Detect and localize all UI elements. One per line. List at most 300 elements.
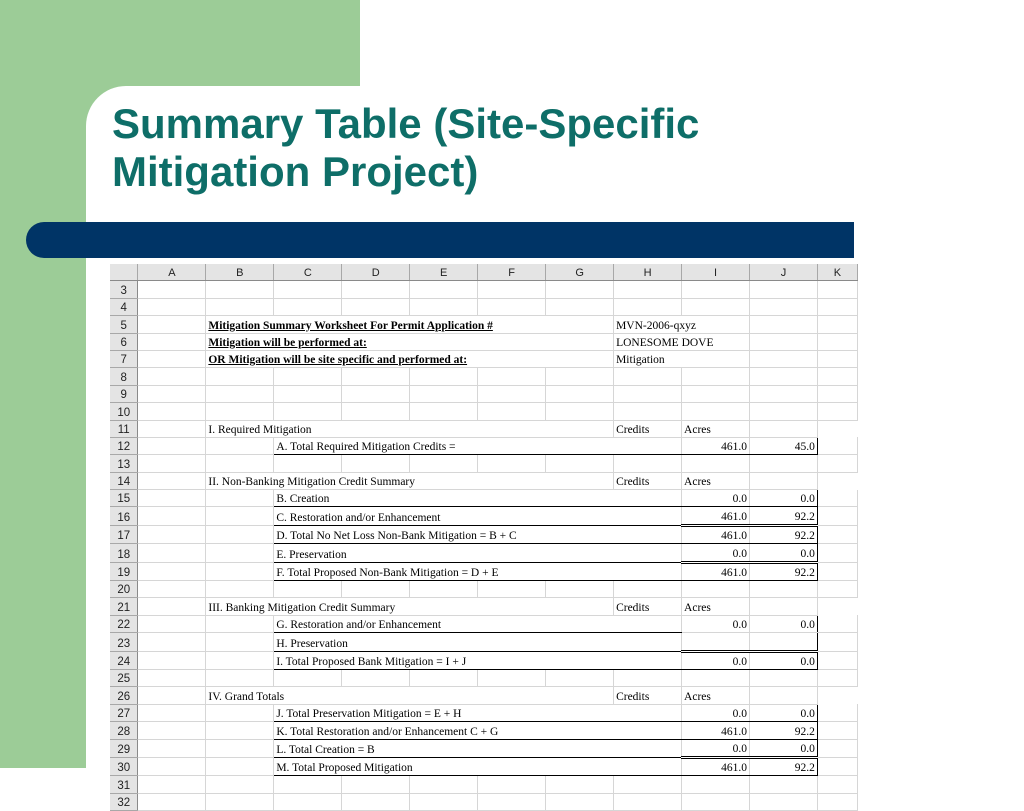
sheet-row — [110, 669, 858, 686]
cell[interactable] — [410, 368, 478, 385]
cell[interactable] — [817, 633, 857, 651]
cell[interactable] — [614, 455, 682, 472]
cell[interactable] — [750, 669, 818, 686]
credits-value-cell[interactable]: 0.0 — [682, 490, 750, 507]
cell[interactable] — [817, 615, 857, 632]
cell[interactable] — [546, 403, 614, 420]
permit-number-cell[interactable]: MVN-2006-qxyz — [614, 316, 750, 333]
cell[interactable] — [750, 298, 818, 315]
cell[interactable] — [138, 757, 206, 775]
acres-header-cell[interactable]: Acres — [682, 598, 750, 615]
cell[interactable] — [342, 669, 410, 686]
line-label-cell[interactable]: E. Preservation — [274, 544, 682, 562]
cell[interactable] — [478, 403, 546, 420]
row-header[interactable]: 23 — [110, 633, 138, 651]
row-header[interactable]: 25 — [110, 669, 138, 686]
column-header[interactable]: E — [410, 264, 478, 281]
cell[interactable] — [750, 455, 818, 472]
row-header[interactable]: 24 — [110, 651, 138, 669]
cell[interactable] — [138, 368, 206, 385]
row-header[interactable]: 6 — [110, 333, 138, 350]
cell[interactable] — [206, 544, 274, 562]
cell[interactable] — [817, 793, 857, 810]
cell[interactable] — [817, 562, 857, 580]
cell[interactable] — [817, 298, 857, 315]
credits-header-cell[interactable]: Credits — [614, 687, 682, 704]
cell[interactable] — [750, 581, 818, 598]
cell[interactable] — [274, 281, 342, 298]
cell[interactable] — [206, 437, 274, 454]
sheet-row — [110, 437, 858, 454]
cell[interactable] — [478, 793, 546, 810]
cell[interactable] — [750, 350, 818, 367]
cell[interactable] — [342, 403, 410, 420]
cell[interactable] — [817, 437, 857, 454]
cell[interactable] — [817, 544, 857, 562]
credits-value-cell[interactable]: 461.0 — [682, 525, 750, 543]
cell[interactable] — [138, 722, 206, 739]
cell[interactable] — [138, 615, 206, 632]
credits-value-cell[interactable]: 0.0 — [682, 544, 750, 562]
row-header[interactable]: 32 — [110, 793, 138, 810]
cell[interactable] — [206, 525, 274, 543]
column-header[interactable]: C — [274, 264, 342, 281]
row-header[interactable]: 13 — [110, 455, 138, 472]
acres-header-cell[interactable]: Acres — [682, 687, 750, 704]
cell[interactable] — [817, 350, 857, 367]
line-label-cell[interactable]: H. Preservation — [274, 633, 682, 651]
column-header[interactable]: D — [342, 264, 410, 281]
sheet-row — [110, 316, 858, 333]
credits-header-cell[interactable]: Credits — [614, 420, 682, 437]
cell[interactable] — [206, 281, 274, 298]
acres-value-cell[interactable]: 92.2 — [750, 507, 818, 525]
cell[interactable] — [274, 298, 342, 315]
section-title-cell[interactable]: I. Required Mitigation — [206, 420, 614, 437]
slide-title — [112, 100, 872, 196]
cell[interactable] — [342, 455, 410, 472]
line-label-cell[interactable]: G. Restoration and/or Enhancement — [274, 615, 682, 632]
cell[interactable] — [138, 776, 206, 793]
row-header[interactable]: 30 — [110, 757, 138, 775]
cell[interactable] — [614, 298, 682, 315]
cell[interactable] — [817, 739, 857, 757]
spreadsheet-grid — [110, 264, 858, 811]
cell[interactable] — [342, 793, 410, 810]
cell[interactable] — [682, 776, 750, 793]
acres-header-cell[interactable]: Acres — [682, 472, 750, 489]
line-label-cell[interactable]: F. Total Proposed Non-Bank Mitigation = D + E — [274, 562, 682, 580]
row-header[interactable]: 15 — [110, 490, 138, 507]
acres-value-cell[interactable]: 92.2 — [750, 757, 818, 775]
row-header[interactable]: 5 — [110, 316, 138, 333]
cell[interactable] — [817, 651, 857, 669]
site-specific-value-cell[interactable]: Mitigation — [614, 350, 750, 367]
cell[interactable] — [138, 704, 206, 721]
row-header[interactable]: 28 — [110, 722, 138, 739]
row-header[interactable]: 9 — [110, 385, 138, 402]
acres-value-cell[interactable]: 0.0 — [750, 490, 818, 507]
cell[interactable] — [138, 420, 206, 437]
cell[interactable] — [138, 687, 206, 704]
line-label-cell[interactable]: C. Restoration and/or Enhancement — [274, 507, 682, 525]
sheet-row — [110, 704, 858, 721]
cell[interactable] — [206, 776, 274, 793]
sheet-row — [110, 455, 858, 472]
line-label-cell[interactable]: I. Total Proposed Bank Mitigation = I + J — [274, 651, 682, 669]
mitigation-location-label-cell[interactable]: Mitigation will be performed at: — [206, 333, 614, 350]
row-header[interactable]: 11 — [110, 420, 138, 437]
cell[interactable] — [546, 793, 614, 810]
cell[interactable] — [546, 455, 614, 472]
cell[interactable] — [614, 403, 682, 420]
cell[interactable] — [817, 403, 857, 420]
line-label-cell[interactable]: K. Total Restoration and/or Enhancement C + G — [274, 722, 682, 739]
cell[interactable] — [817, 281, 857, 298]
cell[interactable] — [614, 669, 682, 686]
acres-value-cell[interactable]: 92.2 — [750, 722, 818, 739]
line-label-cell[interactable]: B. Creation — [274, 490, 682, 507]
cell[interactable] — [138, 598, 206, 615]
sheet-row — [110, 687, 858, 704]
cell[interactable] — [750, 368, 818, 385]
sheet-row — [110, 757, 858, 775]
cell[interactable] — [138, 544, 206, 562]
cell[interactable] — [546, 281, 614, 298]
row-header[interactable]: 12 — [110, 437, 138, 454]
cell[interactable] — [274, 455, 342, 472]
cell[interactable] — [682, 385, 750, 402]
sheet-row — [110, 420, 858, 437]
cell[interactable] — [817, 385, 857, 402]
cell[interactable] — [817, 525, 857, 543]
credits-header-cell[interactable]: Credits — [614, 598, 682, 615]
cell[interactable] — [817, 704, 857, 721]
column-header[interactable]: A — [138, 264, 206, 281]
acres-header-cell[interactable]: Acres — [682, 420, 750, 437]
cell[interactable] — [478, 581, 546, 598]
cell[interactable] — [682, 403, 750, 420]
row-header[interactable]: 16 — [110, 507, 138, 525]
cell[interactable] — [138, 472, 206, 489]
sheet-row — [110, 281, 858, 298]
sheet-row — [110, 651, 858, 669]
title-divider-bar — [26, 222, 854, 258]
cell[interactable] — [750, 793, 818, 810]
cell[interactable] — [342, 581, 410, 598]
mitigation-location-value-cell[interactable]: LONESOME DOVE — [614, 333, 750, 350]
cell[interactable] — [817, 490, 857, 507]
cell[interactable] — [614, 281, 682, 298]
credits-value-cell[interactable]: 461.0 — [682, 757, 750, 775]
column-header-row — [110, 264, 858, 281]
cell[interactable] — [206, 455, 274, 472]
cell[interactable] — [138, 739, 206, 757]
row-header[interactable]: 19 — [110, 562, 138, 580]
cell[interactable] — [206, 385, 274, 402]
cell[interactable] — [478, 669, 546, 686]
section-title-cell[interactable]: III. Banking Mitigation Credit Summary — [206, 598, 614, 615]
cell[interactable] — [546, 669, 614, 686]
sheet-row — [110, 633, 858, 651]
column-header[interactable]: B — [206, 264, 274, 281]
cell[interactable] — [206, 368, 274, 385]
cell[interactable] — [138, 507, 206, 525]
cell[interactable] — [206, 490, 274, 507]
cell[interactable] — [138, 793, 206, 810]
acres-value-cell[interactable]: 0.0 — [750, 544, 818, 562]
worksheet-title-cell[interactable]: Mitigation Summary Worksheet For Permit Application # — [206, 316, 614, 333]
column-header[interactable]: G — [546, 264, 614, 281]
sheet-row — [110, 793, 858, 810]
select-all-corner[interactable] — [110, 264, 138, 281]
row-header[interactable]: 27 — [110, 704, 138, 721]
cell[interactable] — [274, 581, 342, 598]
cell[interactable] — [138, 403, 206, 420]
cell[interactable] — [138, 525, 206, 543]
cell[interactable] — [614, 385, 682, 402]
acres-value-cell[interactable]: 92.2 — [750, 525, 818, 543]
cell[interactable] — [546, 385, 614, 402]
credits-value-cell[interactable]: 0.0 — [682, 651, 750, 669]
line-label-cell[interactable]: A. Total Required Mitigation Credits = — [274, 437, 682, 454]
row-header[interactable]: 29 — [110, 739, 138, 757]
cell[interactable] — [817, 581, 857, 598]
cell[interactable] — [410, 776, 478, 793]
cell[interactable] — [478, 368, 546, 385]
credits-value-cell[interactable]: 0.0 — [682, 704, 750, 721]
cell[interactable] — [274, 385, 342, 402]
spreadsheet-screenshot — [110, 264, 858, 810]
cell[interactable] — [138, 669, 206, 686]
row-header[interactable]: 14 — [110, 472, 138, 489]
cell[interactable] — [206, 739, 274, 757]
credits-value-cell[interactable]: 0.0 — [682, 739, 750, 757]
cell[interactable] — [410, 403, 478, 420]
credits-value-cell[interactable]: 461.0 — [682, 722, 750, 739]
cell[interactable] — [138, 298, 206, 315]
row-header[interactable]: 26 — [110, 687, 138, 704]
acres-value-cell[interactable]: 45.0 — [750, 437, 818, 454]
cell[interactable] — [750, 598, 818, 615]
acres-value-cell[interactable]: 0.0 — [750, 704, 818, 721]
line-label-cell[interactable]: M. Total Proposed Mitigation — [274, 757, 682, 775]
cell[interactable] — [206, 615, 274, 632]
sheet-row — [110, 490, 858, 507]
sheet-row — [110, 525, 858, 543]
cell[interactable] — [274, 368, 342, 385]
cell[interactable] — [546, 368, 614, 385]
row-header[interactable]: 17 — [110, 525, 138, 543]
sheet-row — [110, 562, 858, 580]
cell[interactable] — [817, 316, 857, 333]
cell[interactable] — [478, 455, 546, 472]
cell[interactable] — [138, 333, 206, 350]
credits-value-cell[interactable] — [682, 633, 750, 651]
cell[interactable] — [206, 298, 274, 315]
row-header[interactable]: 7 — [110, 350, 138, 367]
cell[interactable] — [410, 669, 478, 686]
cell[interactable] — [138, 281, 206, 298]
cell[interactable] — [682, 581, 750, 598]
cell[interactable] — [410, 581, 478, 598]
cell[interactable] — [138, 455, 206, 472]
cell[interactable] — [750, 385, 818, 402]
cell[interactable] — [410, 793, 478, 810]
cell[interactable] — [750, 281, 818, 298]
cell[interactable] — [206, 704, 274, 721]
row-header[interactable]: 4 — [110, 298, 138, 315]
line-label-cell[interactable]: D. Total No Net Loss Non-Bank Mitigation = B + C — [274, 525, 682, 543]
cell[interactable] — [478, 281, 546, 298]
cell[interactable] — [274, 776, 342, 793]
column-header[interactable]: K — [817, 264, 857, 281]
cell[interactable] — [750, 316, 818, 333]
column-header[interactable]: F — [478, 264, 546, 281]
cell[interactable] — [817, 368, 857, 385]
row-header[interactable]: 18 — [110, 544, 138, 562]
cell[interactable] — [478, 776, 546, 793]
site-specific-label-cell[interactable]: OR Mitigation will be site specific and performed at: — [206, 350, 614, 367]
cell[interactable] — [614, 581, 682, 598]
cell[interactable] — [614, 793, 682, 810]
credits-header-cell[interactable]: Credits — [614, 472, 682, 489]
credits-value-cell[interactable]: 461.0 — [682, 507, 750, 525]
cell[interactable] — [342, 281, 410, 298]
cell[interactable] — [546, 581, 614, 598]
acres-value-cell[interactable]: 0.0 — [750, 615, 818, 632]
cell[interactable] — [817, 507, 857, 525]
cell[interactable] — [410, 385, 478, 402]
cell[interactable] — [478, 385, 546, 402]
sheet-row — [110, 507, 858, 525]
row-header[interactable]: 21 — [110, 598, 138, 615]
acres-value-cell[interactable]: 92.2 — [750, 562, 818, 580]
cell[interactable] — [206, 722, 274, 739]
cell[interactable] — [614, 368, 682, 385]
cell[interactable] — [817, 455, 857, 472]
cell[interactable] — [410, 281, 478, 298]
cell[interactable] — [206, 562, 274, 580]
sheet-row — [110, 544, 858, 562]
row-header[interactable]: 22 — [110, 615, 138, 632]
cell[interactable] — [817, 776, 857, 793]
cell[interactable] — [682, 455, 750, 472]
cell[interactable] — [817, 722, 857, 739]
sheet-row — [110, 739, 858, 757]
row-header[interactable]: 31 — [110, 776, 138, 793]
row-header[interactable]: 10 — [110, 403, 138, 420]
cell[interactable] — [682, 368, 750, 385]
acres-value-cell[interactable]: 0.0 — [750, 739, 818, 757]
cell[interactable] — [817, 669, 857, 686]
sheet-row — [110, 598, 858, 615]
sheet-row — [110, 615, 858, 632]
slide-title-line-2: Mitigation Project) — [112, 148, 479, 195]
sheet-row — [110, 403, 858, 420]
cell[interactable] — [750, 403, 818, 420]
line-label-cell[interactable]: L. Total Creation = B — [274, 739, 682, 757]
cell[interactable] — [138, 316, 206, 333]
column-header[interactable]: J — [750, 264, 818, 281]
cell[interactable] — [138, 350, 206, 367]
sheet-row — [110, 776, 858, 793]
cell[interactable] — [138, 633, 206, 651]
cell[interactable] — [342, 776, 410, 793]
sheet-row — [110, 722, 858, 739]
cell[interactable] — [138, 385, 206, 402]
sheet-row — [110, 350, 858, 367]
cell[interactable] — [138, 437, 206, 454]
cell[interactable] — [342, 368, 410, 385]
cell[interactable] — [206, 403, 274, 420]
cell[interactable] — [138, 490, 206, 507]
row-header[interactable]: 3 — [110, 281, 138, 298]
column-header[interactable]: I — [682, 264, 750, 281]
cell[interactable] — [138, 651, 206, 669]
slide-title-line-1: Summary Table (Site-Specific — [112, 100, 700, 147]
acres-value-cell[interactable] — [750, 633, 818, 651]
cell[interactable] — [342, 298, 410, 315]
cell[interactable] — [206, 633, 274, 651]
cell[interactable] — [206, 669, 274, 686]
cell[interactable] — [206, 507, 274, 525]
cell[interactable] — [817, 333, 857, 350]
cell[interactable] — [138, 581, 206, 598]
cell[interactable] — [274, 793, 342, 810]
section-title-cell[interactable]: IV. Grand Totals — [206, 687, 614, 704]
cell[interactable] — [546, 776, 614, 793]
cell[interactable] — [206, 793, 274, 810]
cell[interactable] — [682, 669, 750, 686]
sheet-row — [110, 368, 858, 385]
sheet-row — [110, 385, 858, 402]
acres-value-cell[interactable]: 0.0 — [750, 651, 818, 669]
cell[interactable] — [410, 455, 478, 472]
section-title-cell[interactable]: II. Non-Banking Mitigation Credit Summary — [206, 472, 614, 489]
column-header[interactable]: H — [614, 264, 682, 281]
cell[interactable] — [274, 403, 342, 420]
cell[interactable] — [274, 669, 342, 686]
credits-value-cell[interactable]: 461.0 — [682, 437, 750, 454]
cell[interactable] — [410, 298, 478, 315]
cell[interactable] — [478, 298, 546, 315]
cell[interactable] — [138, 562, 206, 580]
cell[interactable] — [750, 420, 818, 437]
row-header[interactable]: 8 — [110, 368, 138, 385]
cell[interactable] — [614, 776, 682, 793]
cell[interactable] — [206, 651, 274, 669]
cell[interactable] — [206, 757, 274, 775]
cell[interactable] — [750, 776, 818, 793]
cell[interactable] — [817, 757, 857, 775]
credits-value-cell[interactable]: 0.0 — [682, 615, 750, 632]
line-label-cell[interactable]: J. Total Preservation Mitigation = E + H — [274, 704, 682, 721]
cell[interactable] — [682, 298, 750, 315]
cell[interactable] — [546, 298, 614, 315]
cell[interactable] — [682, 793, 750, 810]
credits-value-cell[interactable]: 461.0 — [682, 562, 750, 580]
sheet-row — [110, 472, 858, 489]
row-header[interactable]: 20 — [110, 581, 138, 598]
cell[interactable] — [206, 581, 274, 598]
cell[interactable] — [750, 472, 818, 489]
cell[interactable] — [342, 385, 410, 402]
cell[interactable] — [750, 687, 818, 704]
sheet-row — [110, 581, 858, 598]
cell[interactable] — [750, 333, 818, 350]
cell[interactable] — [682, 281, 750, 298]
